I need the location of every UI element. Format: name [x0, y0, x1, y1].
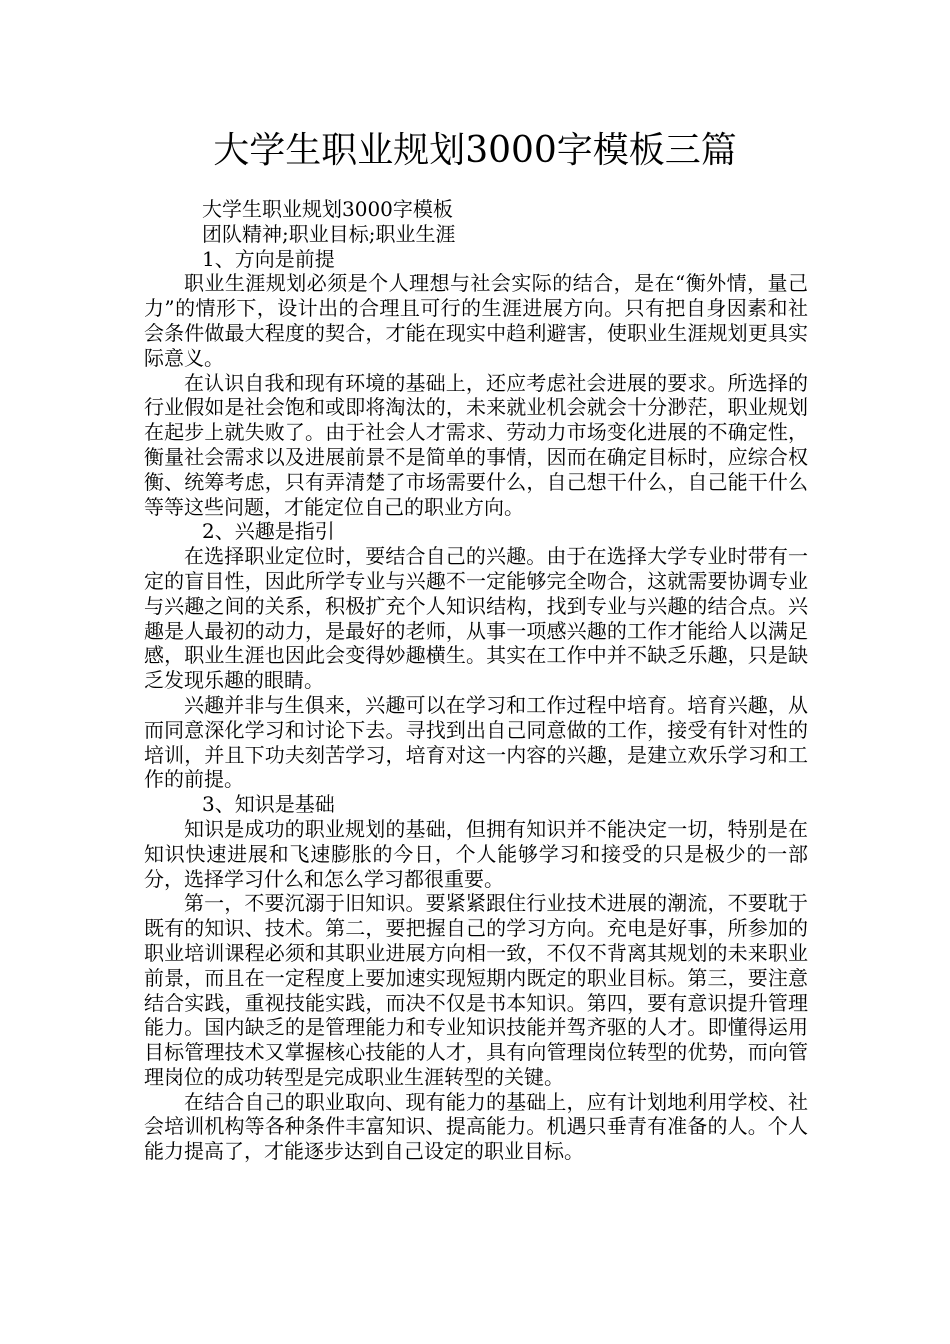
paragraph: 第一，不要沉溺于旧知识。要紧紧跟住行业技术进展的潮流，不要耽于既有的知识、技术。第二，要把握自己的学习方向。充电是好事，所参加的职业培训课程必须和其职业进展方向相一致，不仅不背离其规划的未来职业前景，而且在一定程度上要加速实现短期内既定的职业目标。第三，要注意结合实践，重视技能实践，而决不仅是书本知识。第四，要有意识提升管理能力。国内缺乏的是管理能力和专业知识技能并驾齐驱的人才。即懂得运用目标管理技术又掌握核心技能的人才，具有向管理岗位转型的优势，而向管理岗位的成功转型是完成职业生涯转型的关键。 [144, 891, 808, 1089]
paragraph: 在选择职业定位时，要结合自己的兴趣。由于在选择大学专业时带有一定的盲目性，因此所学专业与兴趣不一定能够完全吻合，这就需要协调专业与兴趣之间的关系，积极扩充个人知识结构，找到专业与兴趣的结合点。兴趣是人最初的动力，是最好的老师，从事一项感兴趣的工作才能给人以满足感，职业生涯也因此会变得妙趣横生。其实在工作中并不缺乏乐趣，只是缺乏发现乐趣的眼睛。 [144, 544, 808, 693]
section-heading-3: 3、知识是基础 [202, 792, 335, 817]
section-heading-1: 1、方向是前提 [202, 246, 335, 271]
paragraph: 兴趣并非与生俱来，兴趣可以在学习和工作过程中培育。培育兴趣，从而同意深化学习和讨论下去。寻找到出自己同意做的工作，接受有针对性的培训，并且下功夫刻苦学习，培育对这一内容的兴趣，是建立欢乐学习和工作的前提。 [144, 692, 808, 792]
paragraph: 知识是成功的职业规划的基础，但拥有知识并不能决定一切，特别是在知识快速进展和飞速膨胀的今日，个人能够学习和接受的只是极少的一部分，选择学习什么和怎么学习都很重要。 [144, 816, 808, 891]
paragraph: 在认识自我和现有环境的基础上，还应考虑社会进展的要求。所选择的行业假如是社会饱和或即将淘汰的，未来就业机会就会十分渺茫，职业规划在起步上就失败了。由于社会人才需求、劳动力市场变化进展的不确定性，衡量社会需求以及进展前景不是简单的事情，因而在确定目标时，应综合权衡、统筹考虑，只有弄清楚了市场需要什么，自己想干什么，自己能干什么等等这些问题，才能定位自己的职业方向。 [144, 370, 808, 519]
paragraph: 在结合自己的职业取向、现有能力的基础上，应有计划地利用学校、社会培训机构等各种条件丰富知识、提高能力。机遇只垂青有准备的人。个人能力提高了，才能逐步达到自己设定的职业目标。 [144, 1089, 808, 1164]
document-body [144, 197, 808, 1164]
section-heading-2: 2、兴趣是指引 [202, 519, 335, 544]
subtitle: 大学生职业规划3000字模板 [202, 197, 453, 221]
document-title: 大学生职业规划3000字模板三篇 [213, 130, 737, 171]
keywords: 团队精神;职业目标;职业生涯 [202, 221, 456, 246]
paragraph: 职业生涯规划必须是个人理想与社会实际的结合，是在“衡外情，量己力”的情形下，设计出的合理且可行的生涯进展方向。只有把自身因素和社会条件做最大程度的契合，才能在现实中趋利避害，使职业生涯规划更具实际意义。 [144, 271, 808, 370]
